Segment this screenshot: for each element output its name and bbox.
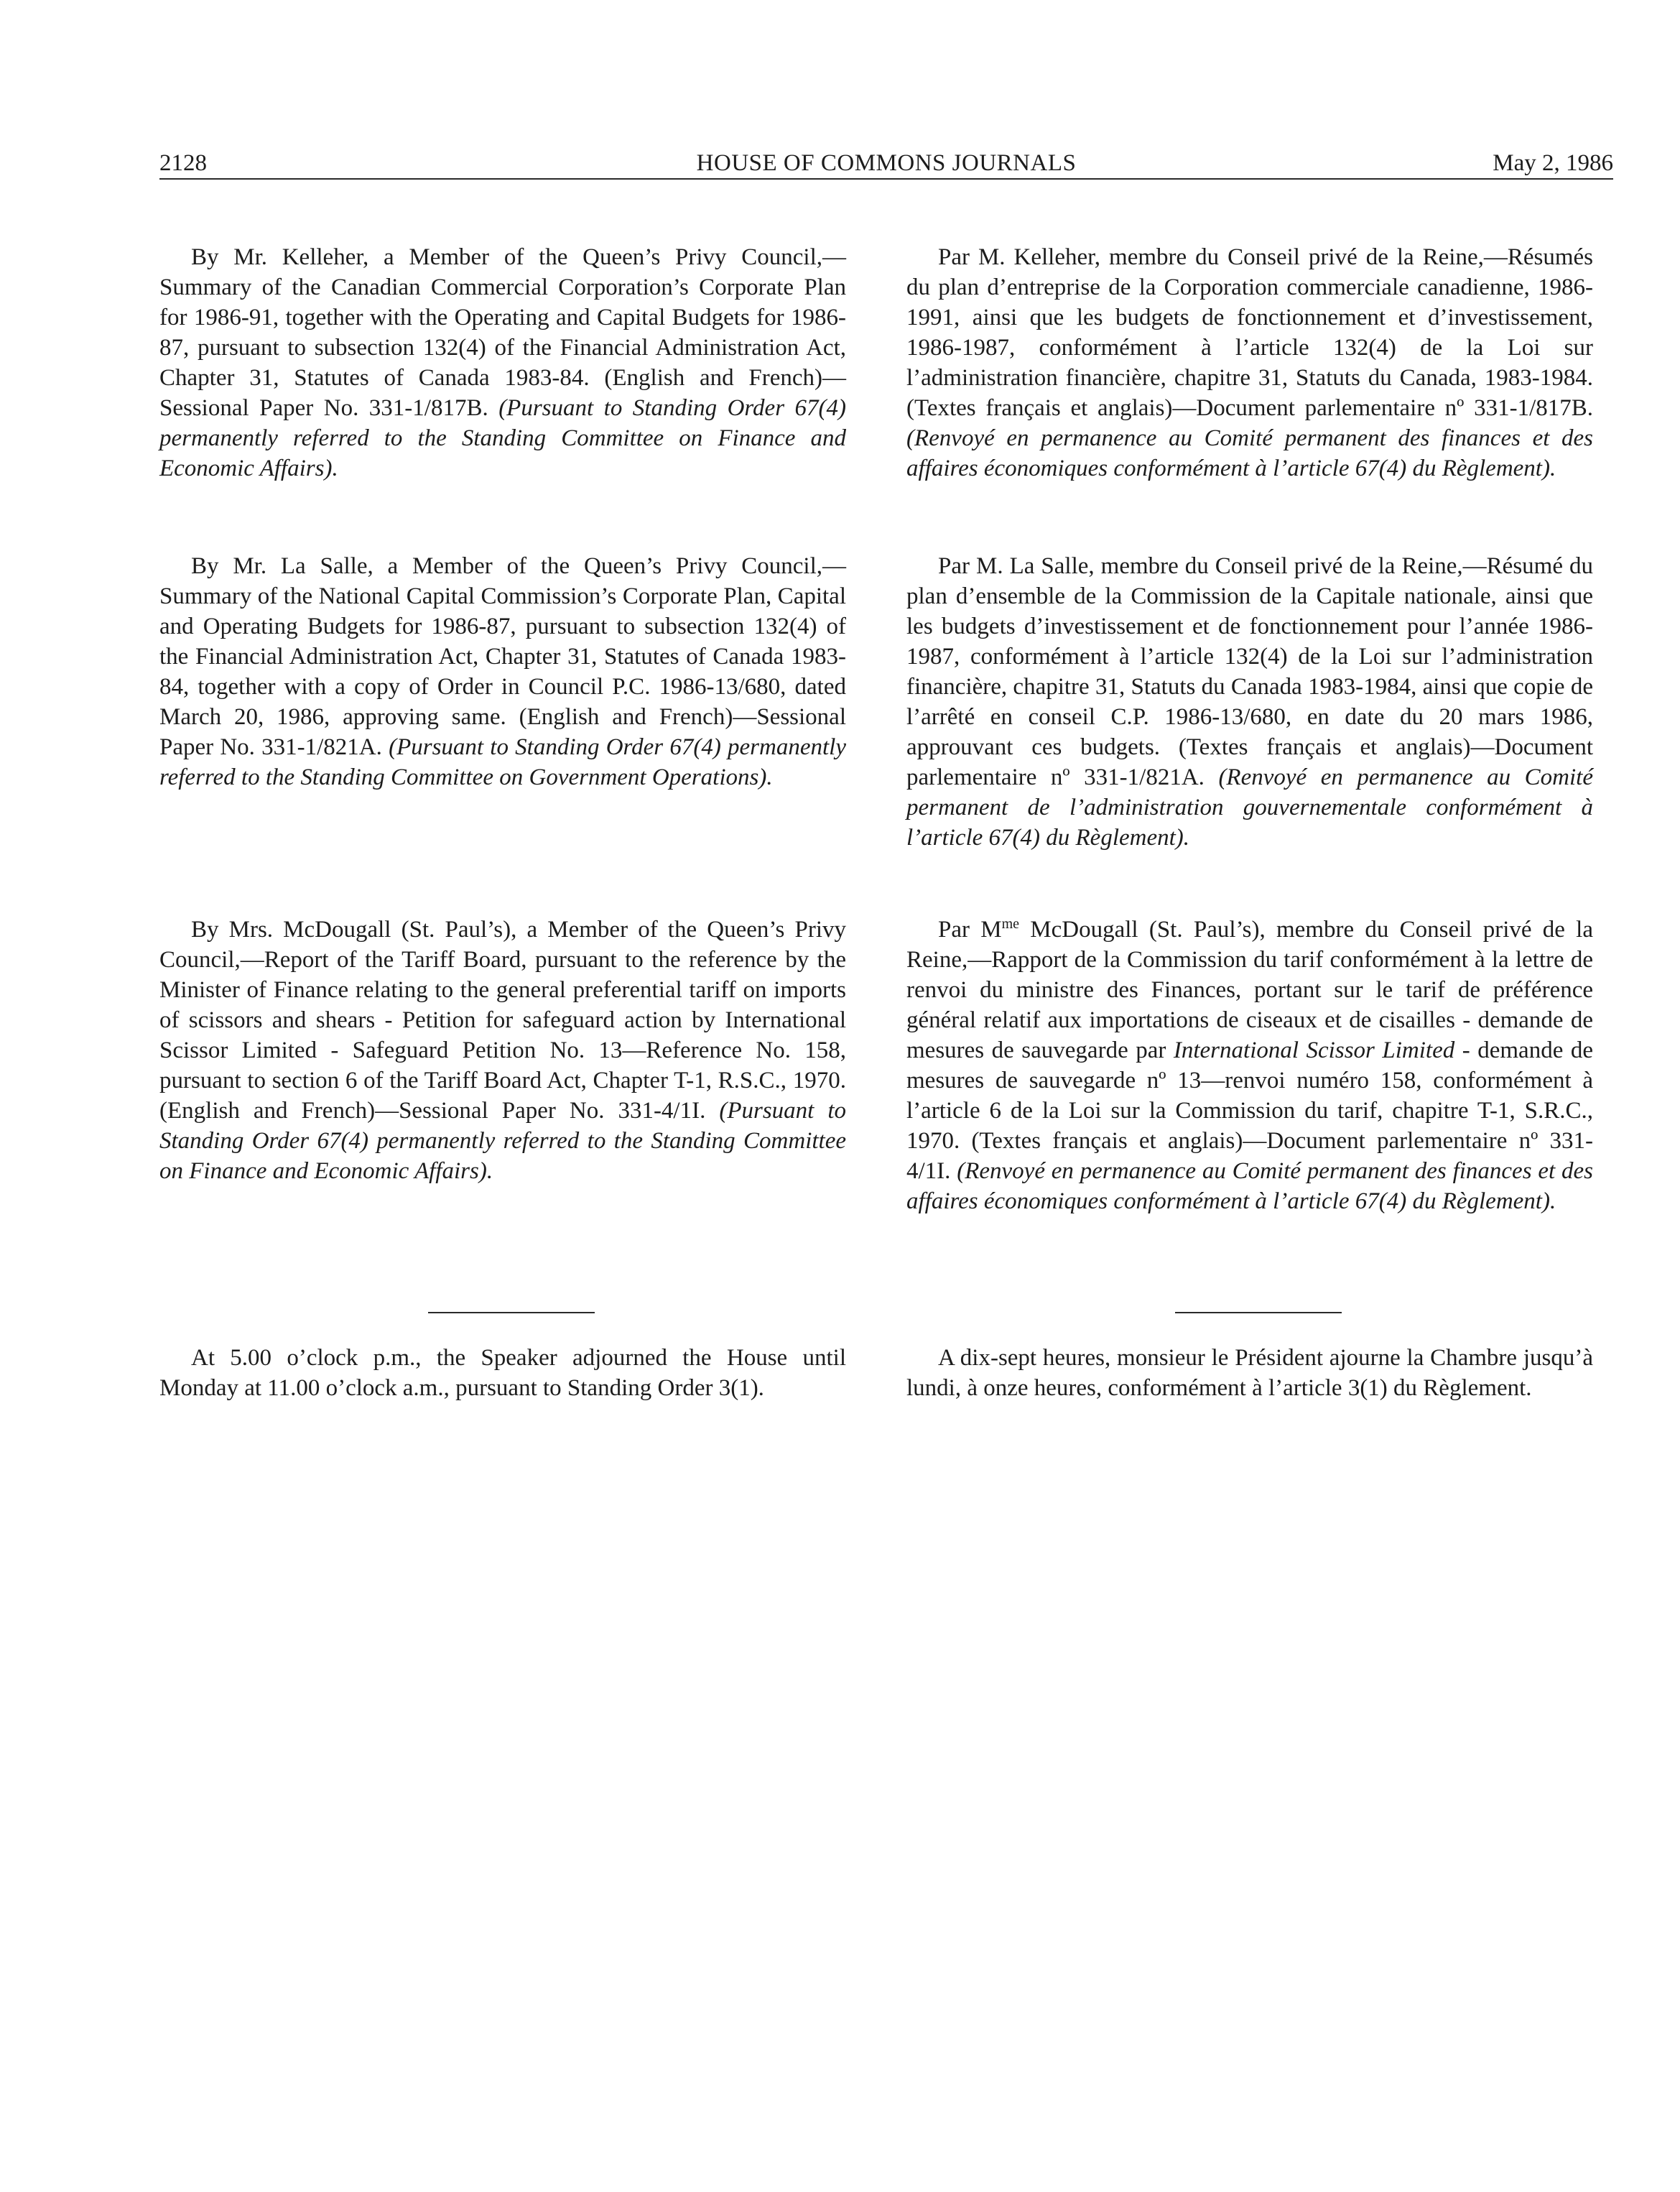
en-paragraph-adjournment: At 5.00 o’clock p.m., the Speaker adjourned the House until Monday at 11.00 o’clock a.m., pursuant to Standing Order 3(1). <box>159 1345 846 1401</box>
fr-paragraph-mcdougall: Par $M^{me}$ McDougall (St. Paul’s), membre du Conseil privé de la Reine,—Rapport de la Commission du tarif conformément à la lettre de renvoi du ministre des Finances, portant sur le tarif de préférence général relatif aux importations de ciseaux et de cisailles - demande de mesures de sauvegarde par International Scissor Limited - demande de mesures de sauvegarde nº 13—renvoi numéro 158, conformément à l’article 6 de la Loi sur la Commission du tarif, chapitre T-1, S.R.C., 1970. (Textes français et anglais)—Document parlementaire nº 331-4/1I. (Renvoyé en permanence au Comité permanent des finances et des affaires économiques conformément à l’article 67(4) du Règlement). <box>906 916 1594 1214</box>
journal-title: HOUSE OF COMMONS JOURNALS <box>696 150 1077 176</box>
fr-paragraph-kelleher: Par M. Kelleher, membre du Conseil privé de la Reine,—Résumés du plan d’entreprise de la Corporation commerciale canadienne, 1986-1991, ainsi que les budgets de fonctionnement et d’investissement, 1986-1987, conformément à l’article 132(4) de la Loi sur l’administration financière, chapitre 31, Statuts du Canada, 1983-1984. (Textes français et anglais)—Document parlementaire nº 331-1/817B. (Renvoyé en permanence au Comité permanent des finances et des affaires économiques conformément à l’article 67(4) du Règlement). <box>906 244 1593 481</box>
en-separator <box>428 1312 595 1313</box>
page-number: 2128 <box>159 150 207 176</box>
fr-paragraph-adjournment: A dix-sept heures, monsieur le Président ajourne la Chambre jusqu’à lundi, à onze heures, conformément à l’article 3(1) du Règlement. <box>906 1345 1593 1401</box>
en-paragraph-mcdougall: By Mrs. McDougall (St. Paul’s), a Member of the Queen’s Privy Council,—Report of the Tariff Board, pursuant to the reference by the Minister of Finance relating to the general preferential tariff on imports of scissors and shears - Petition for safeguard action by International Scissor Limited - Safeguard Petition No. 13—Reference No. 158, pursuant to section 6 of the Tariff Board Act, Chapter T-1, R.S.C., 1970. (English and French)—Sessional Paper No. 331-4/1I. (Pursuant to Standing Order 67(4) permanently referred to the Standing Committee on Finance and Economic Affairs). <box>159 917 847 1184</box>
en-paragraph-lasalle: By Mr. La Salle, a Member of the Queen’s Privy Council,—Summary of the National Capital Commission’s Corporate Plan, Capital and Operating Budgets for 1986-87, pursuant to subsection 132(4) of the Financial Administration Act, Chapter 31, Statutes of Canada 1983-84, together with a copy of Order in Council P.C. 1986-13/680, dated March 20, 1986, approving same. (English and French)—Sessional Paper No. 331-1/821A. (Pursuant to Standing Order 67(4) permanently referred to the Standing Committee on Government Operations). <box>159 553 846 790</box>
header-rule <box>159 178 1613 180</box>
en-paragraph-kelleher: By Mr. Kelleher, a Member of the Queen’s Privy Council,—Summary of the Canadian Commercial Corporation’s Corporate Plan for 1986-91, together with the Operating and Capital Budgets for 1986-87, pursuant to subsection 132(4) of the Financial Administration Act, Chapter 31, Statutes of Canada 1983-84. (English and French)—Sessional Paper No. 331-1/817B. (Pursuant to Standing Order 67(4) permanently referred to the Standing Committee on Finance and Economic Affairs). <box>159 244 846 481</box>
page-header <box>159 144 1613 182</box>
fr-paragraph-lasalle: Par M. La Salle, membre du Conseil privé de la Reine,—Résumé du plan d’ensemble de la Commission de la Capitale nationale, ainsi que les budgets d’investissement et de fonctionnement pour l’année 1986-1987, conformément à l’article 132(4) de la Loi sur l’administration financière, chapitre 31, Statuts du Canada 1983-1984, ainsi que copie de l’arrêté en conseil C.P. 1986-13/680, en date du 20 mars 1986, approuvant ces budgets. (Textes français et anglais)—Document parlementaire nº 331-1/821A. (Renvoyé en permanence au Comité permanent de l’administration gouvernementale conformément à l’article 67(4) du Règlement). <box>906 553 1593 851</box>
fr-separator <box>1175 1312 1342 1313</box>
journal-date: May 2, 1986 <box>1493 150 1613 176</box>
